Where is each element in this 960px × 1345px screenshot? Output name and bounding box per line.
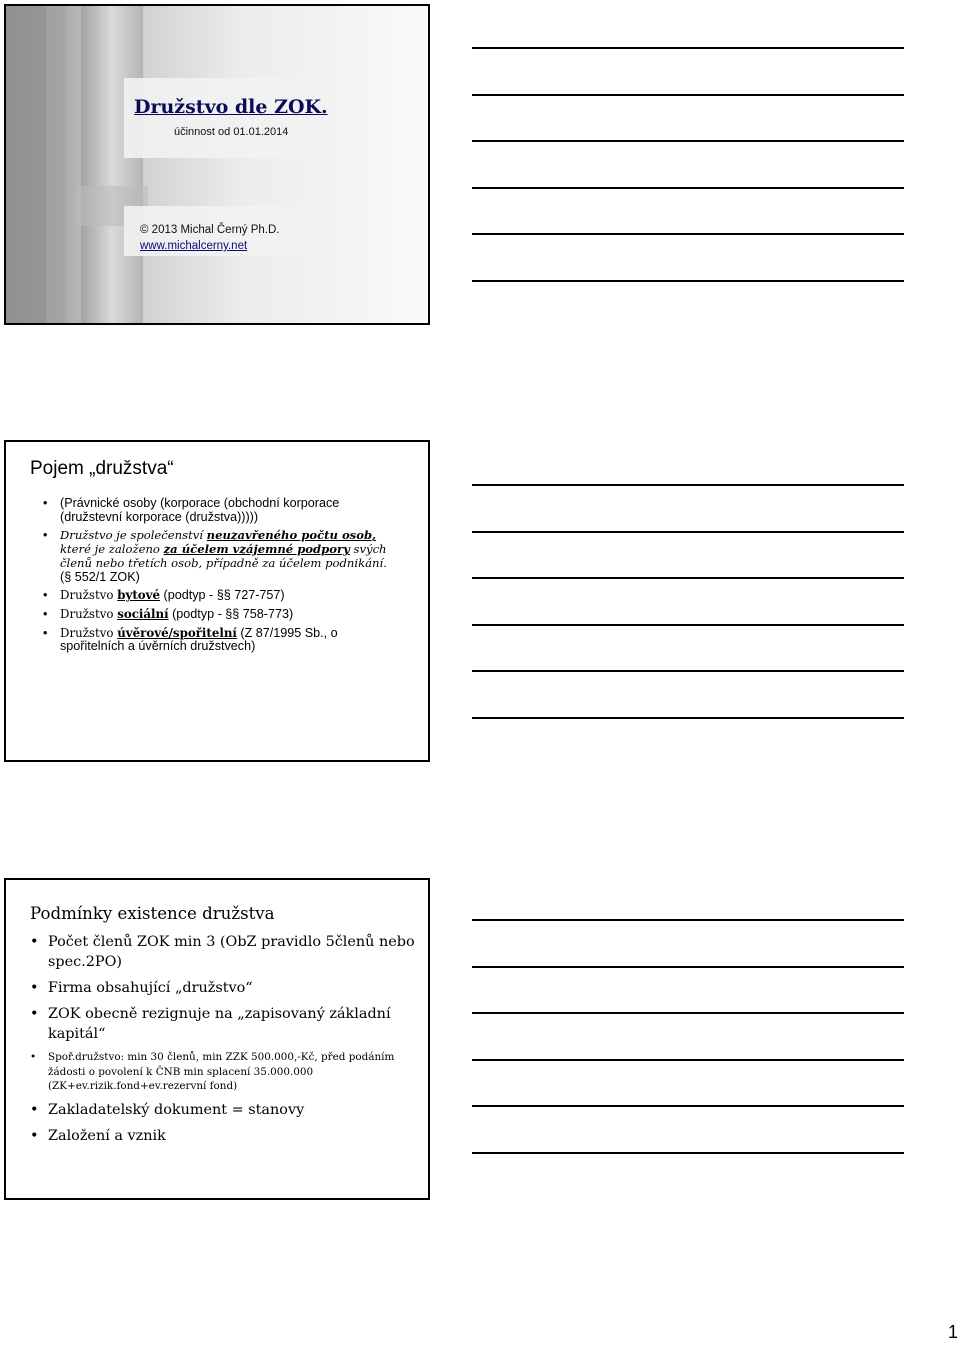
list-item: • Spoř.družstvo: min 30 členů, min ZZK 500.000,-Kč, před podáním žádosti o povolení k ČNB min splacení 35.000.000 (ZK+ev.rizik.fond+ev.rezervní fond): [28, 1050, 418, 1094]
note-line: [472, 966, 904, 968]
bullet-text: (Z 87/1995 Sb., o spořitelních a úvěrních družstvech): [60, 625, 338, 654]
slide-1: [4, 4, 430, 325]
note-line: [472, 624, 904, 626]
slide-3: [4, 878, 430, 1200]
bullet-text: svých členů nebo třetích osob, případně za účelem podnikání.: [60, 542, 387, 570]
note-line: [472, 717, 904, 719]
page-number: 1: [948, 1322, 959, 1342]
list-item: [40, 497, 390, 524]
note-line: [472, 919, 904, 921]
bullet-text: (Právnické osoby (korporace (obchodní korporace: [60, 496, 340, 510]
bullet-text: Družstvo je společenství: [60, 528, 207, 543]
notes-lines-3: [472, 919, 904, 1198]
legal-reference: (§ 552/1 ZOK): [60, 569, 140, 584]
bullet-text: Družstvo: [60, 625, 118, 640]
list-item: • Počet členů ZOK min 3 (ObZ pravidlo 5členů nebo spec.2PO): [28, 932, 418, 972]
notes-lines-1: [472, 47, 904, 326]
emphasized-text: sociální: [117, 606, 169, 621]
slide-1-subtitle: účinnost od 01.01.2014: [174, 126, 289, 138]
note-line: [472, 1105, 904, 1107]
list-item: • Zakladatelský dokument = stanovy: [28, 1100, 418, 1120]
note-line: [472, 94, 904, 96]
list-item: • ZOK obecně rezignuje na „zapisovaný základní kapitál“: [28, 1004, 418, 1044]
bullet-text: Družstvo: [60, 606, 118, 621]
list-item: [40, 529, 390, 570]
note-line: [472, 1152, 904, 1154]
slide-3-title: Podmínky existence družstva: [30, 904, 275, 923]
bullet-text: (podtyp - §§ 727-757): [160, 588, 285, 603]
note-line: [472, 531, 904, 533]
note-line: [472, 140, 904, 142]
slide-1-title: Družstvo dle ZOK.: [134, 96, 328, 118]
note-line: [472, 577, 904, 579]
slide-3-bullet-list: [28, 932, 418, 1152]
bullet-text: Družstvo: [60, 588, 118, 603]
list-item: • Firma obsahující „družstvo“: [28, 978, 418, 998]
emphasized-text: za účelem vzájemné podpory: [163, 542, 350, 557]
emphasized-text: neuzavřeného počtu osob,: [206, 528, 377, 543]
note-line: [472, 47, 904, 49]
note-line: [472, 670, 904, 672]
note-line: [472, 1059, 904, 1061]
bullet-text: (podtyp - §§ 758-773): [168, 606, 294, 621]
slide-2-bullet-list: [40, 497, 390, 659]
list-item: [40, 608, 390, 622]
list-item: [40, 571, 390, 585]
emphasized-text: bytové: [117, 588, 161, 603]
emphasized-text: úvěrové/spořitelní: [117, 625, 237, 640]
note-line: [472, 187, 904, 189]
notes-lines-2: [472, 484, 904, 763]
slide-2: [4, 440, 430, 762]
list-item: [40, 589, 390, 603]
slide-2-title: Pojem „družstva“: [30, 458, 174, 479]
note-line: [472, 484, 904, 486]
bullet-text: (družstevní korporace (družstva))))): [60, 509, 259, 524]
list-item: • Založení a vznik: [28, 1126, 418, 1146]
slide-1-author: © 2013 Michal Černý Ph.D.: [140, 224, 280, 236]
note-line: [472, 233, 904, 235]
note-line: [472, 1012, 904, 1014]
column-background-image: [6, 6, 428, 323]
bullet-text: které je založeno: [60, 542, 164, 557]
slide-1-website-link[interactable]: www.michalcerny.net: [140, 240, 248, 252]
list-item: [40, 627, 390, 654]
note-line: [472, 280, 904, 282]
